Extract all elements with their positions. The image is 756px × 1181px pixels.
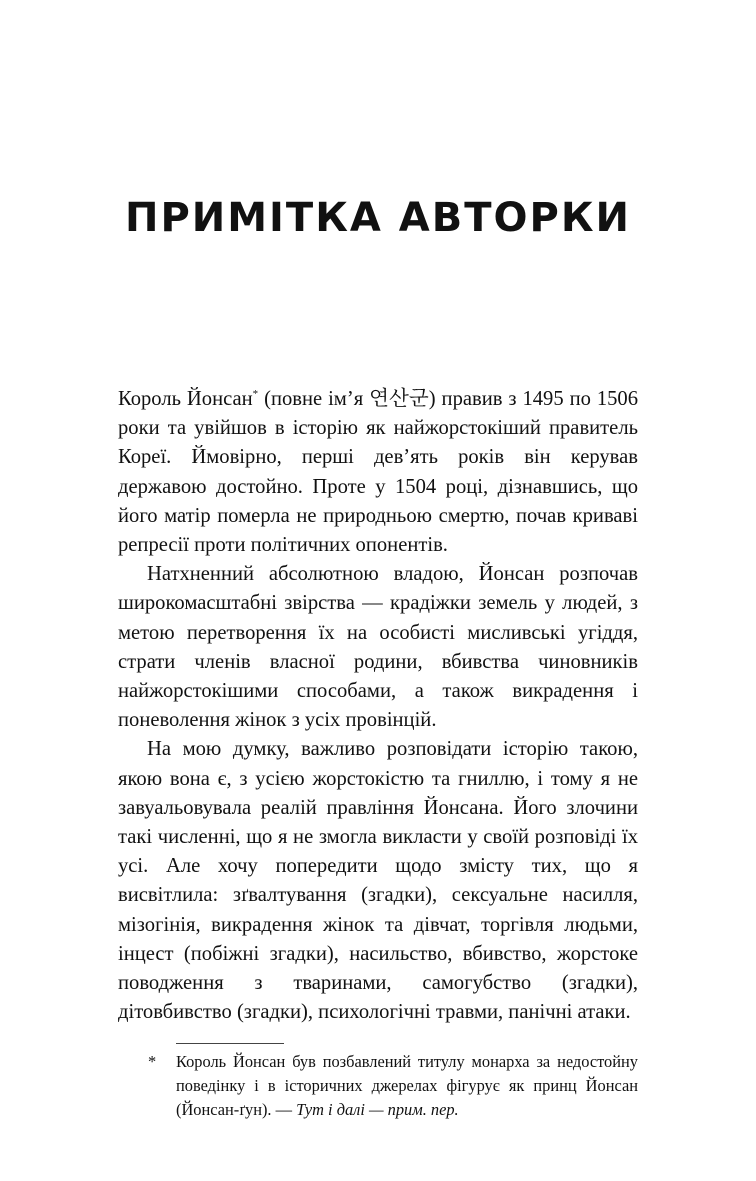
paragraph-2: Натхненний абсолютною владою, Йонсан розпочав широкомасштабні звірства — крадіжки земель у людей, з метою перетворення їх на особисті мисливські угіддя, страти членів власної родини, вбивства чиновників найжорстокішими способами, а також викрадення і поневолення жінок з усіх провінцій. xyxy=(118,563,638,732)
paragraph-1-rest: (повне ім’я 연산군) правив з 1495 по 1506 роки та увійшов в історію як найжорстокіший правитель Кореї. Ймовірно, перші дев’ять років він керував державою достойно. Проте у 1504 році, дізнавшись, що його матір померла не природньою смертю, почав криваві репресії проти політичних опонентів. xyxy=(118,388,639,557)
footnote xyxy=(176,1050,638,1122)
footnote-reference-mark: * xyxy=(252,388,259,401)
footnote-text: Король Йонсан був позбавлений титулу монарха за недостойну поведінку і в історичних джерелах фігурує як принц Йонсан (Йонсан-ґун). — xyxy=(176,1052,638,1119)
page-title: ПРИМІТКА АВТОРКИ xyxy=(124,195,632,241)
footnote-translator-note: Тут і далі — прим. пер. xyxy=(296,1100,459,1119)
footnote-divider xyxy=(176,1043,284,1044)
footnote-mark: * xyxy=(148,1052,157,1071)
paragraph-1-start: Король Йонсан xyxy=(118,388,253,410)
paragraph-3: На мою думку, важливо розповідати історію такою, якою вона є, з усією жорстокістю та гниллю, і тому я не завуальовувала реалій правління Йонсана. Його злочини такі численні, що я не змогла викласти у своїй розповіді їх усі. Але хочу попередити щодо змісту тих, що я висвітлила: зґвалтування (згадки), сексуальне насилля, мізогінія, викрадення жінок та дівчат, торгівля людьми, інцест (побіжні згадки), насильство, вбивство, жорстоке поводження з тваринами, самогубство (згадки), дітовбивство (згадки), психологічні травми, панічні атаки. xyxy=(118,738,638,1024)
body-text xyxy=(118,385,638,1027)
paragraph-1 xyxy=(118,385,638,560)
